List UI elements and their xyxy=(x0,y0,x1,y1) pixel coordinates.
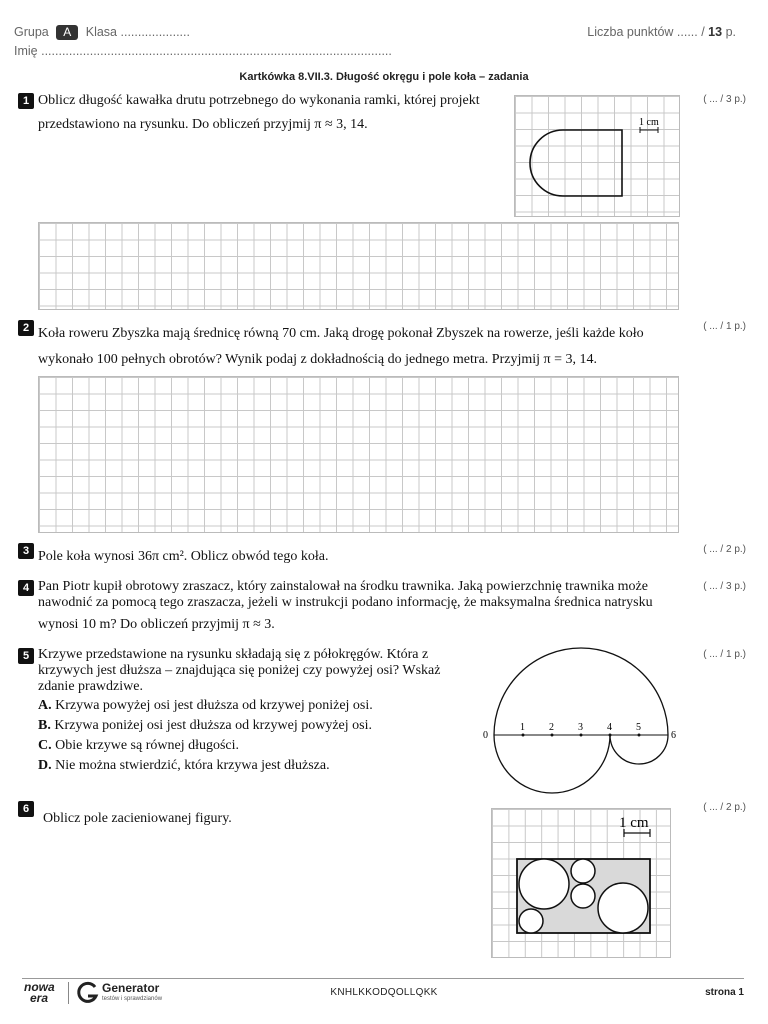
task-4-text xyxy=(38,579,688,633)
group-label: Grupa xyxy=(14,25,49,39)
task-1-scale-label: 1 cm xyxy=(639,117,659,128)
task-4-points: ( ... / 3 p.) xyxy=(703,581,746,592)
axis-label-4: 4 xyxy=(607,722,612,733)
task-1-figure xyxy=(514,95,680,217)
option-c[interactable] xyxy=(38,736,478,756)
task-2-line-2: wykonało 100 pełnych obrotów? Wynik podaj z dokładnością do jednego metra. Przyjmij π = 3, 14. xyxy=(38,352,597,367)
header-group-row xyxy=(14,25,190,40)
points-total: 13 xyxy=(708,25,723,39)
task-3-text: Pole koła wynosi 36π cm². Oblicz obwód tego koła. xyxy=(38,549,329,564)
axis-label-0: 0 xyxy=(483,730,488,741)
circle-large-left xyxy=(519,859,569,909)
task-1-line-2: przedstawiono na rysunku. Do obliczeń przyjmij π ≈ 3, 14. xyxy=(38,117,368,132)
task-1-number: 1 xyxy=(18,93,34,109)
option-b-text: Krzywa poniżej osi jest dłuższa od krzywej powyżej osi. xyxy=(54,718,372,733)
group-badge: A xyxy=(56,25,78,40)
task-2-line-1: Koła roweru Zbyszka mają średnicę równą 70 cm. Jaką drogę pokonał Zbyszek na rowerze, jeśli każde koło xyxy=(38,326,644,341)
option-b[interactable] xyxy=(38,716,478,736)
class-dots: .................... xyxy=(120,25,190,39)
task-6-scale-label: 1 cm xyxy=(619,815,649,831)
logo-line-2: era xyxy=(30,991,49,1005)
points-unit: p. xyxy=(725,25,736,39)
option-a-letter: A. xyxy=(38,698,52,713)
task-1-points: ( ... / 3 p.) xyxy=(703,94,746,105)
option-d-letter: D. xyxy=(38,758,52,773)
option-c-letter: C. xyxy=(38,738,52,753)
circle-small-corner xyxy=(519,909,543,933)
generator-title: Generator xyxy=(102,981,160,995)
task-2-answer-grid[interactable] xyxy=(38,376,679,533)
axis-label-5: 5 xyxy=(636,722,641,733)
generator-subtitle: testów i sprawdzianów xyxy=(102,996,163,1002)
task-2-points: ( ... / 1 p.) xyxy=(703,321,746,332)
class-label: Klasa xyxy=(85,25,118,39)
task-4-line-3: wynosi 10 m? Do obliczeń przyjmij π ≈ 3. xyxy=(38,617,275,632)
option-d[interactable] xyxy=(38,756,478,776)
task-5-figure xyxy=(480,645,685,795)
task-5-text xyxy=(38,647,478,695)
task-5-line-3: zdanie prawdziwe. xyxy=(38,679,143,694)
document-code: KNHLKKODQOLLQKK xyxy=(330,987,438,998)
circle-small-bottom xyxy=(571,884,595,908)
option-b-letter: B. xyxy=(38,718,51,733)
task-5-points: ( ... / 1 p.) xyxy=(703,649,746,660)
task-4-line-2: nawodnić za pomocą tego zraszacza, jeżeli w instrukcji podano informację, że maksymalna średnica natrysku xyxy=(38,595,653,610)
task-3-points: ( ... / 2 p.) xyxy=(703,544,746,555)
option-d-text: Nie można stwierdzić, która krzywa jest dłuższa. xyxy=(55,758,330,773)
task-1-answer-grid[interactable] xyxy=(38,222,679,310)
axis-label-1: 1 xyxy=(520,722,525,733)
task-1-text xyxy=(38,92,508,134)
option-a[interactable] xyxy=(38,696,478,716)
circle-large-right xyxy=(598,883,648,933)
task-5-number: 5 xyxy=(18,648,34,664)
name-label: Imię xyxy=(14,44,38,58)
task-4-line-1: Pan Piotr kupił obrotowy zraszacz, który zainstalował na środku trawnika. Jaką powierzchnię trawnika może xyxy=(38,579,648,594)
option-a-text: Krzywa powyżej osi jest dłuższa od krzywej poniżej osi. xyxy=(55,698,373,713)
points-label: Liczba punktów ...... / xyxy=(587,25,705,39)
footer-divider xyxy=(22,978,744,979)
task-6-figure xyxy=(491,808,671,958)
lower-curve-large xyxy=(494,735,610,793)
lower-curve-small xyxy=(610,735,668,764)
task-2-number: 2 xyxy=(18,320,34,336)
name-row xyxy=(14,44,392,58)
task-1-line-1: Oblicz długość kawałka drutu potrzebnego do wykonania ramki, której projekt xyxy=(38,93,480,108)
name-dots: ..................................................................................................... xyxy=(41,44,392,58)
axis-label-3: 3 xyxy=(578,722,583,733)
task-3-number: 3 xyxy=(18,543,34,559)
page-title: Kartkówka 8.VII.3. Długość okręgu i pole koła – zadania xyxy=(239,71,529,83)
frame-shape xyxy=(530,130,622,196)
task-5-options xyxy=(38,696,478,776)
option-c-text: Obie krzywe są równej długości. xyxy=(55,738,240,753)
page-number: strona 1 xyxy=(705,987,744,998)
logo-line-1: nowa xyxy=(24,980,55,994)
task-5-line-1: Krzywe przedstawione na rysunku składają się z półokręgów. Która z xyxy=(38,647,429,662)
task-4-number: 4 xyxy=(18,580,34,596)
task-6-number: 6 xyxy=(18,801,34,817)
task-6-text: Oblicz pole zacieniowanej figury. xyxy=(43,811,232,826)
points-summary xyxy=(587,25,736,39)
task-6-points: ( ... / 2 p.) xyxy=(703,802,746,813)
axis-label-6: 6 xyxy=(671,730,676,741)
task-5-line-2: krzywych jest dłuższa – znajdująca się poniżej czy powyżej osi? Wskaż xyxy=(38,663,441,678)
task-2-text xyxy=(38,324,698,370)
circle-small-top xyxy=(571,859,595,883)
axis-label-2: 2 xyxy=(549,722,554,733)
